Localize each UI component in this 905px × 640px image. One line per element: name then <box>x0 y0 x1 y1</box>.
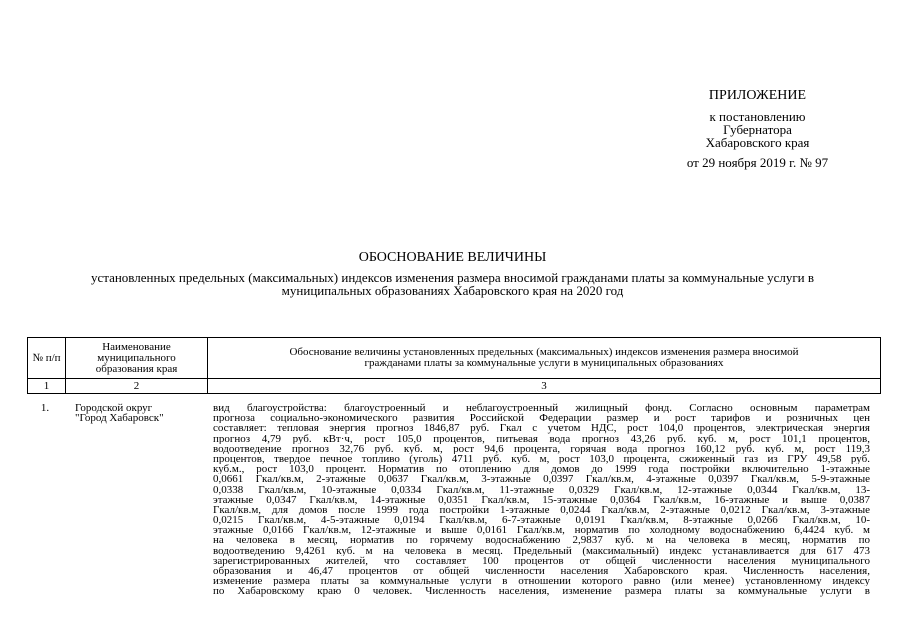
municipality-name-line: Городской округ <box>75 402 153 414</box>
text-line: изменение размера платы за коммунальные услуги в отношении которого равно (или менее) установленному индексу <box>213 576 870 587</box>
appendix-line: Губернатора <box>723 122 792 137</box>
justification-text <box>213 403 870 597</box>
table-row <box>0 403 905 640</box>
text-line: 0,0215 Гкал/кв.м, 4-5-этажные 0,0194 Гкал/кв.м, 6-7-этажные 0,0191 Гкал/кв.м, 8-этажные 0,0266 Гкал/кв.м, 10- <box>213 515 870 526</box>
text-line: образования и 46,47 процентов от общей численности населения Хабаровского края. Численность населения, <box>213 566 870 577</box>
text-line: Гкал/кв.м, для домов после 1999 года постройки 1-этажные 0,0244 Гкал/кв.м, 2-этажные 0,0212 Гкал/кв.м, 3-этажные <box>213 504 870 516</box>
appendix-line: Хабаровского края <box>705 135 810 150</box>
text-line: водоотведение прогноз 32,76 руб. куб. м, рост 94,6 процента, горячая вода прогноз 160,12 руб. куб. м, рост 119,3 <box>213 443 870 454</box>
header-number: № п/п <box>28 338 66 379</box>
row-number: 1. <box>40 402 50 414</box>
appendix-line: к постановлению <box>709 109 806 124</box>
document-title: ОБОСНОВАНИЕ ВЕЛИЧИНЫ <box>358 250 547 265</box>
appendix-block <box>620 0 895 180</box>
text-line: прогноз 4,79 руб. кВт·ч, рост 105,0 процентов, питьевая вода прогноз 43,26 руб. куб. м, рост 101,1 процентов, <box>213 433 870 444</box>
text-line: на человека в месяц, норматив по горячему водоснабжению 2,9837 куб. м на человека в месяц, норматив по <box>213 535 870 546</box>
municipality-name-line: "Город Хабаровск" <box>75 412 164 425</box>
column-number: 1 <box>28 379 66 394</box>
text-line: 0,0338 Гкал/кв.м, 10-этажные 0,0334 Гкал/кв.м, 11-этажные 0,0329 Гкал/кв.м, 12-этажные 0,0344 Гкал/кв.м, 13- <box>213 484 870 495</box>
municipality-name <box>75 403 205 423</box>
text-line: прогноза социально-экономического развития Российской Федерации размер и рост тарифов и розничных цен <box>213 413 870 424</box>
text-line: зарегистрированных жителей, что составляет 100 процентов от общей численности населения муниципального <box>213 555 870 566</box>
document-subtitle-line: муниципальных образованиях Хабаровского края на 2020 год <box>281 283 624 298</box>
text-line: процентов, твердое печное топливо (уголь) 4711 руб. куб. м, рост 103,0 процента, сжиженный газ из ГРУ 49,58 руб. <box>213 453 870 465</box>
column-number: 2 <box>66 379 208 394</box>
text-line: этажные 0,0347 Гкал/кв.м, 14-этажные 0,0351 Гкал/кв.м, 15-этажные 0,0364 Гкал/кв.м, 16-этажные и выше 0,0387 <box>213 494 870 505</box>
text-line: вид благоустройства: благоустроенный и неблагоустроенный жилищный фонд. Согласно основным параметрам <box>213 403 870 414</box>
appendix-title: ПРИЛОЖЕНИЕ <box>708 88 807 103</box>
text-line: 0,0661 Гкал/кв.м, 2-этажные 0,0637 Гкал/кв.м, 3-этажные 0,0397 Гкал/кв.м, 4-этажные 0,0397 Гкал/кв.м, 5-9-этажные <box>213 474 870 485</box>
text-line: этажные 0,0166 Гкал/кв.м, 12-этажные и выше 0,0161 Гкал/кв.м, норматив по холодному водоснабжению 6,4424 куб. м <box>213 525 870 536</box>
text-line: по Хабаровскому краю 0 человек. Численность населения, изменение размера платы за коммунальные услуги в <box>213 586 870 597</box>
text-line: водоотведению 9,4261 куб. м на человека в месяц. Предельный (максимальный) индекс устанавливается для 617 473 <box>213 545 870 556</box>
text-line: составляет: тепловая энергия прогноз 1846,87 руб. Гкал с учетом НДС, рост 104,0 процентов, электрическая энергия <box>213 423 870 434</box>
text-line: куб.м., рост 103,0 процент. Норматив по отоплению для домов до 1999 года постройки включительно 1-этажные <box>213 464 870 475</box>
column-number: 3 <box>208 379 881 394</box>
header-justification: Обоснование величины установленных предельных (максимальных) индексов изменения размера вносимой гражданами платы за коммунальные услуги в муниципальных образованиях <box>208 338 881 379</box>
appendix-date-line: от 29 ноября 2019 г. № 97 <box>686 155 829 170</box>
header-municipality: Наименование муниципального образования края <box>66 338 208 379</box>
document-subtitle-line: установленных предельных (максимальных) индексов изменения размера вносимой гражданами платы за коммунальные услуги в <box>90 270 815 285</box>
justification-table-header <box>27 337 881 394</box>
